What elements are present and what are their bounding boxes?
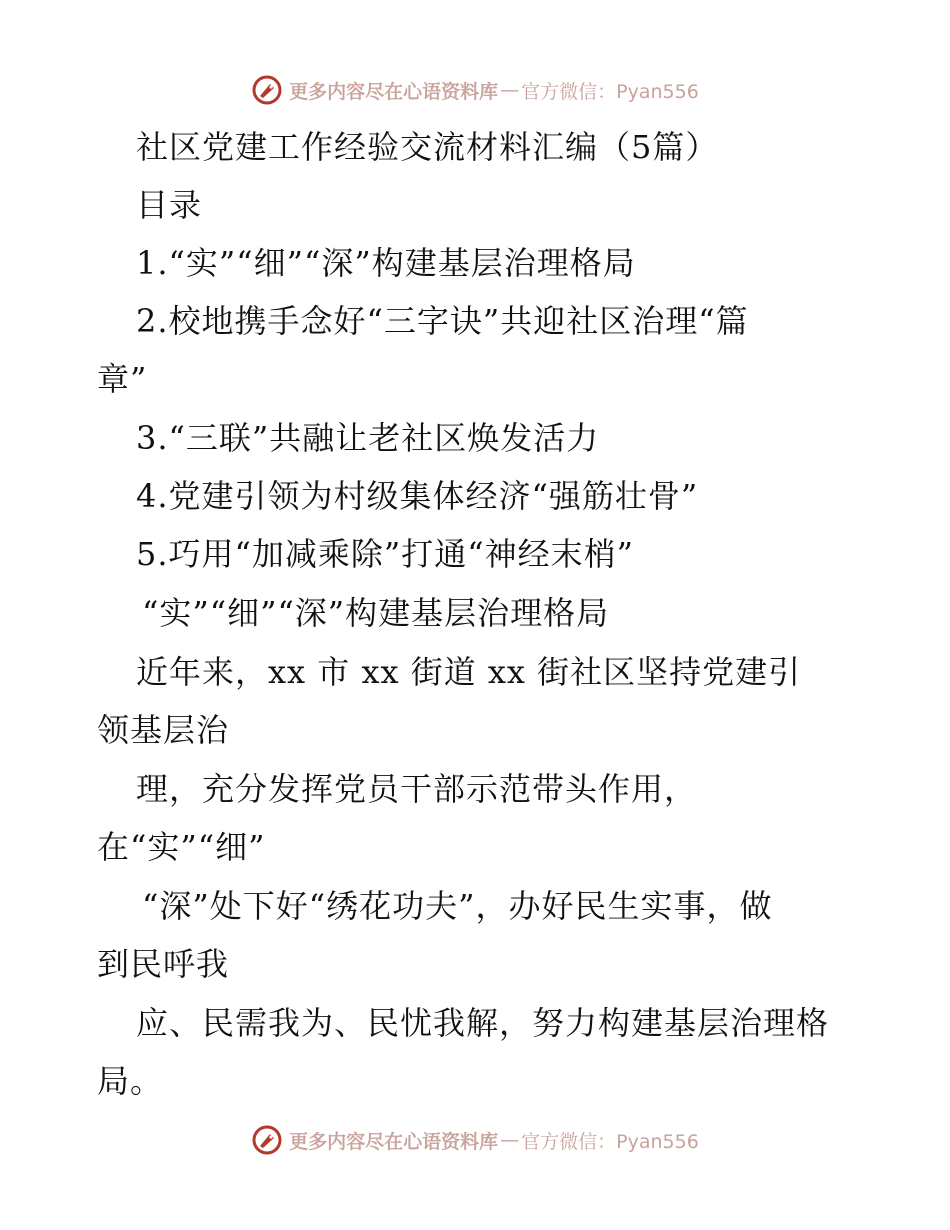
body-line: 在“实”“细”	[97, 828, 266, 866]
watermark-contact: 官方微信：Pyan556	[521, 1130, 699, 1153]
pen-nib-logo-icon	[251, 74, 283, 106]
toc-item: 3.“三联”共融让老社区焕发活力	[136, 419, 600, 457]
toc-item: 1.“实”“细”“深”构建基层治理格局	[136, 244, 636, 282]
body-line: 局。	[97, 1062, 164, 1100]
watermark-contact: 官方微信：Pyan556	[521, 80, 699, 103]
body-line: 领基层治	[97, 711, 230, 749]
watermark-separator: —	[500, 79, 520, 101]
toc-heading: 目录	[136, 186, 203, 224]
watermark-banner-top	[0, 70, 950, 110]
watermark-brand: 更多内容尽在心语资料库	[289, 80, 499, 103]
body-line: 应、民需我为、民忧我解，努力构建基层治理格	[136, 1004, 830, 1042]
watermark-separator: —	[500, 1129, 520, 1151]
pen-nib-logo-icon	[251, 1124, 283, 1156]
body-line: “深”处下好“绣花功夫”，办好民生实事，做	[142, 887, 773, 925]
body-line: 近年来，xx 市 xx 街道 xx 街社区坚持党建引	[136, 653, 802, 691]
watermark-brand: 更多内容尽在心语资料库	[289, 1130, 499, 1153]
toc-item: 4.党建引领为村级集体经济“强筋壮骨”	[136, 477, 699, 515]
toc-item-continuation: 章”	[97, 360, 148, 398]
toc-item: 5.巧用“加减乘除”打通“神经末梢”	[136, 535, 634, 573]
document-title: 社区党建工作经验交流材料汇编（5篇）	[136, 128, 719, 166]
body-line: 理，充分发挥党员干部示范带头作用，	[136, 770, 698, 808]
watermark-banner-bottom	[0, 1120, 950, 1160]
body-line: 到民呼我	[97, 945, 230, 983]
toc-item: 2.校地携手念好“三字诀”共迎社区治理“篇	[136, 302, 749, 340]
section-heading: “实”“细”“深”构建基层治理格局	[142, 594, 610, 632]
